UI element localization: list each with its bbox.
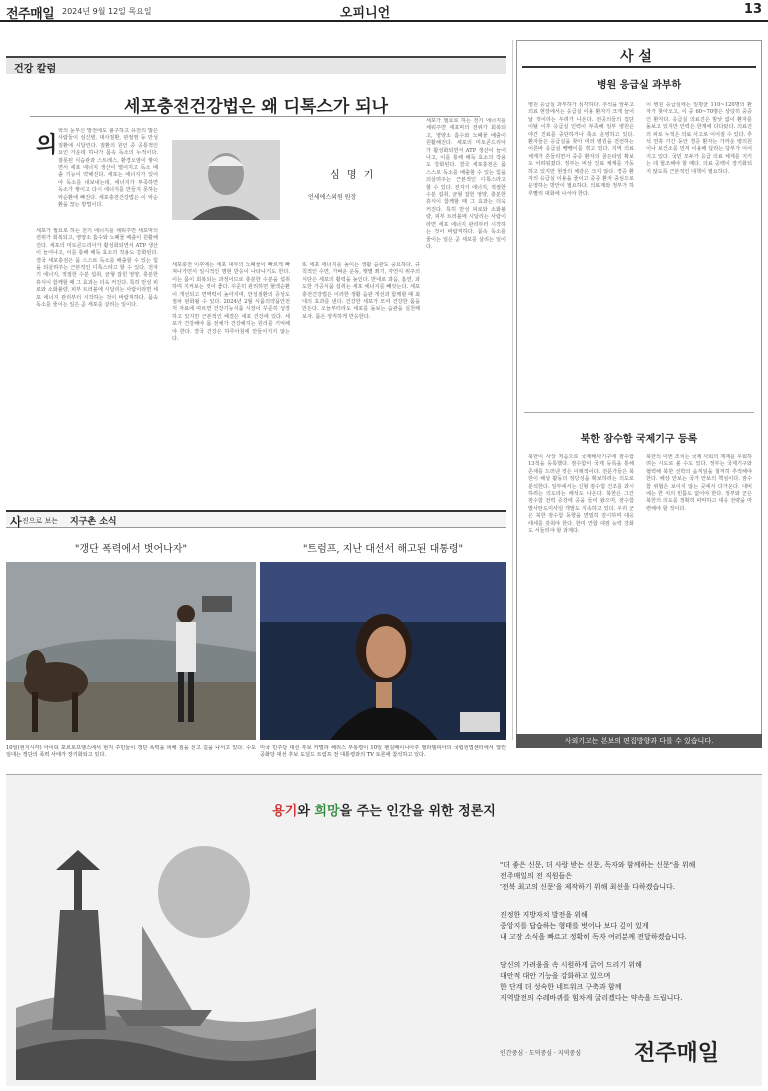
masthead-logo: 전주매일 (6, 7, 55, 22)
page-header (0, 0, 768, 22)
ad-illustration (16, 830, 316, 1080)
photo2-caption: "트럼프, 지난 대선서 해고된 대통령" (302, 544, 464, 555)
ad-paragraph-3: 당신의 가려움을 속 시원하게 긁어 드리기 위해 대안적 대안 기능을 강화하고 있으며 한 단계 더 성숙한 네트워크 구축과 함께 지역발전의 수레바퀴를 힘차게 굴리겠다는 약속을 드립니다. (500, 961, 683, 1002)
editorial1-text-b: 이 병원 응급실에는 일평균 110~120명의 환자가 찾아오고, 이 중 60~70명은 상당히 중증인 환자다. 응급실 의료진은 밤낮 없이 환자를 돌보고 있지만 인력은 한계에 다다랐다. 의료진의 피로 누적은 의료 사고로 이어질 수 있다. 추석 연휴 기간 동안 경증 환자는 가까운 병의원이나 보건소를 먼저 이용해 달라는 당부가 이어지고 있다. 국민 모두가 응급 의료 체계를 지키는 데 협조해야 할 때다. 의료 공백이 장기화되지 않도록 근본적인 대책이 필요하다. (646, 102, 752, 175)
section-title: 오피니언 (340, 6, 391, 21)
column-text-b: 세포가 필요로 하는 전기 에너지를 채워주면 세포막의 전위가 회복되고, 영양소 흡수와 노폐물 배출이 원활해진다. 세포의 미토콘드리아가 활성화되면서 ATP 생산이 늘어나고, 이를 통해 해독 효소의 작용도 강화된다. 결국 세포충전은 몸 스스로 독소를 배출할 수 있는 힘을 되살려주는 근본적인 디톡스라고 할 수 있다. 전자기 에너지, 적절한 수분 섭취, 균형 잡힌 영양, 충분한 휴식이 함께할 때 그 효과는 더욱 커진다. 특히 만성 피로와 소화불량, 피부 트러블에 시달리는 사람이라면 세포 에너지 관리부터 시작하는 것이 바람직하다. 몸속 독소를 줄이는 일은 곧 세포를 살리는 일이다. (36, 228, 158, 309)
photo2-description: 미국 민주당 대선 후보 카멀라 해리스 부통령이 10일 펜실베이니아주 필라델피아의 국립헌법센터에서 열린 공화당 대선 후보 도널드 트럼프 전 대통령과의 TV 토론에 참석하고 있다. (260, 745, 506, 759)
disclaimer-text: 사외기고는 본보의 편집방향과 다를 수 있습니다. (564, 737, 714, 745)
photo-news-label-rest: 진으로 보는 (22, 517, 59, 525)
ad-paragraph-1: "더 좋은 신문, 더 사랑 받는 신문, 독자와 함께하는 신문"을 위해 전주매일의 전 직원들은 '전북 최고의 신문'을 제작하기 위해 최선을 다하겠습니다. (500, 861, 696, 891)
photo1-caption: "갱단 폭력에서 벗어나자" (74, 544, 188, 555)
editorial-label: 사 설 (620, 49, 652, 65)
column-title: 세포충전건강법은 왜 디톡스가 되나 (123, 97, 389, 117)
ad-slogan: 인간중심 · 도덕중심 · 지역중심 (500, 1050, 581, 1057)
issue-date: 2024년 9월 12일 목요일 (62, 7, 152, 16)
column-text-e: 세포가 필요로 하는 전기 에너지를 채워주면 세포막의 전위가 회복되고, 영양소 흡수와 노폐물 배출이 원활해진다. 세포의 미토콘드리아가 활성화되면서 ATP 생산이 늘어나고, 이를 통해 해독 효소의 작용도 강화된다. 결국 세포충전은 몸 스스로 독소를 배출할 수 있는 힘을 되살려주는 근본적인 디톡스라고 할 수 있다. 전자기 에너지, 적절한 수분 섭취, 균형 잡힌 영양, 충분한 휴식이 함께할 때 그 효과는 더욱 커진다. 특히 만성 피로와 소화불량, 피부 트러블에 시달리는 사람이라면 세포 에너지 관리부터 시작하는 것이 바람직하다. 몸속 독소를 줄이는 일은 곧 세포를 살리는 일이다. (426, 118, 506, 250)
author-name: 심 명 기 (330, 170, 376, 181)
ad-headline-part3: 희망 (314, 804, 340, 819)
column-text-a: 학의 눈부신 발전에도 불구하고 유전의 많은 사람들이 심신병, 대사질환, 관절염 등 만성질환에 시달린다. 질환의 원인 중 공통적인 요인 가운데 하나가 몸속 독소의 누적이다. 잘못된 식습관과 스트레스, 환경오염이 쌓이면서 세포 에너지 생산이 떨어지고 독소 배출 기능이 약해진다. 세포는 에너지가 있어야 독소를 내보내는데, 에너지가 부족하면 독소가 쌓이고 다시 에너지를 만들지 못하는 악순환에 빠진다. 세포충전건강법은 이 악순환을 끊는 방법이다. (58, 128, 158, 209)
editorial1-text-a: 병원 응급실 과부하가 심각하다. 추석을 앞두고 의료 현장에서는 응급실 이용 환자가 크게 늘어날 것이라는 우려가 나온다. 전공의들의 집단 이탈 이후 응급실 인력이 부족해 일부 병원은 야간 진료를 중단하거나 축소 운영하고 있다. 환자들은 응급실을 찾아 여러 병원을 전전하는 이른바 응급실 뺑뺑이를 겪고 있다. 지역 의료 체계가 흔들리면서 중증 환자의 골든타임 확보도 어려워졌다. 정부는 비상 진료 체계를 가동하고 있지만 현장의 체감은 크지 않다. 경증 환자의 응급실 이용을 줄이고 중증 환자 중심으로 운영하는 방안이 필요하다. 의료계와 정부가 하루빨리 대화에 나서야 한다. (528, 102, 634, 197)
editorial2-text-a: 북한이 사상 처음으로 국제해사기구에 잠수함 13척을 등록했다. 잠수함이 국제 등록을 통해 존재를 드러낸 것은 이례적이다. 전문가들은 북한이 해상 활동의 정당성을 확보하려는 의도로 분석한다. 일부에서는 신형 잠수함 건조를 과시하려는 의도라는 해석도 나온다. 북한은 그간 잠수함 전력 증강에 공을 들여 왔으며, 잠수함발사탄도미사일 개발도 지속하고 있다. 우리 군은 북한 잠수함 동향을 면밀히 감시하며 대응 태세를 갖춰야 한다. 한미 연합 대잠 능력 강화도 서둘러야 할 과제다. (528, 454, 634, 535)
column-text-d: 또 세포 에너지를 높이는 생활 습관도 중요하다. 규칙적인 수면, 가벼운 운동, 햇볕 쬐기, 자연식 위주의 식단은 세포의 활력을 높인다. 반대로 과음, 흡연, 과도한 가공식품 섭취는 세포 에너지를 빼앗는다. 세포충전건강법은 이러한 생활 습관 개선과 함께할 때 최대의 효과를 낸다. 건강한 세포가 모여 건강한 몸을 만든다. 오늘부터라도 세포를 돌보는 습관을 실천해 보자. 몸은 정직하게 반응한다. (302, 262, 420, 320)
photo2-image (260, 562, 506, 740)
ad-headline-part4: 을 주는 인간을 위한 정론지 (339, 804, 496, 819)
column-label: 건강 칼럼 (14, 64, 57, 75)
ad-headline-part1: 용기 (272, 804, 298, 819)
editorial1-title: 병원 응급실 과부하 (596, 80, 682, 91)
photo-news-bar (6, 510, 506, 528)
ad-paragraph-2: 진정한 지방자치 발전을 위해 중앙지를 답습하는 형태를 벗어나 보다 깊이 있게 내 고장 소식을 빠르고 정확히 독자 여러분께 전달하겠습니다. (500, 911, 687, 941)
editorial2-title: 북한 잠수함 국제기구 등록 (580, 434, 698, 445)
photo1-description: 10일(현지시각) 아이티 포르토프랭스에서 현지 주민들이 갱단 폭력을 피해 짐을 싣고 길을 나서고 있다. 수도 일대는 갱단의 폭력 사태가 장기화되고 있다. (6, 745, 256, 759)
ad-headline (6, 800, 762, 819)
disclaimer-bar (516, 734, 762, 748)
editorial-separator (524, 412, 754, 413)
editorial-rule (522, 66, 756, 68)
author-role: 언세에스외원 원장 (308, 194, 357, 201)
photo1-image (6, 562, 256, 740)
title-rule (30, 116, 480, 117)
author-photo (172, 140, 280, 220)
column-text-c: 세포충전 이후에는 세포 내부의 노폐물이 빠르게 빠져나가면서 일시적인 명현 반응이 나타나기도 한다. 이는 몸이 회복되는 과정이므로 충분한 수분을 섭취하며 지켜보는 것이 좋다. 꾸준히 관리하면 혈액순환이 개선되고 면역력이 높아지며, 만성질환의 증상도 점차 완화될 수 있다. 2024년 2월 식품의약품안전처 자료에 따르면 건강기능식품 시장이 꾸준히 성장하고 있지만 근본적인 해결은 세포 건강에 있다. 세포가 건강해야 몸 전체가 건강해지는 원리를 기억해야 한다. 결국 건강은 하루아침에 만들어지지 않는다. (172, 262, 290, 343)
page-number: 13 (743, 2, 762, 17)
editorial2-text-b: 북한의 이번 조치는 국제 사회의 제재를 우회하려는 시도로 볼 수도 있다. 정부는 국제기구와 협력해 북한 선박의 움직임을 철저히 추적해야 한다. 해상 안보는 국가 안보의 핵심이다. 잠수함 위협은 보이지 않는 곳에서 다가온다. 대비에는 한 치의 빈틈도 없어야 한다. 정부와 군은 북한의 의도를 정확히 파악하고 대응 전략을 마련해야 할 것이다. (646, 454, 752, 512)
photo-news-label-tail: 지구촌 소식 (70, 517, 117, 527)
column-divider (512, 40, 513, 740)
column-label-bar (6, 56, 506, 74)
ad-logo: 전주매일 (634, 1040, 720, 1066)
photo-news-label-bold: 사 (10, 515, 22, 529)
ad-headline-part2: 와 (297, 804, 315, 819)
drop-cap: 의 (36, 132, 58, 158)
